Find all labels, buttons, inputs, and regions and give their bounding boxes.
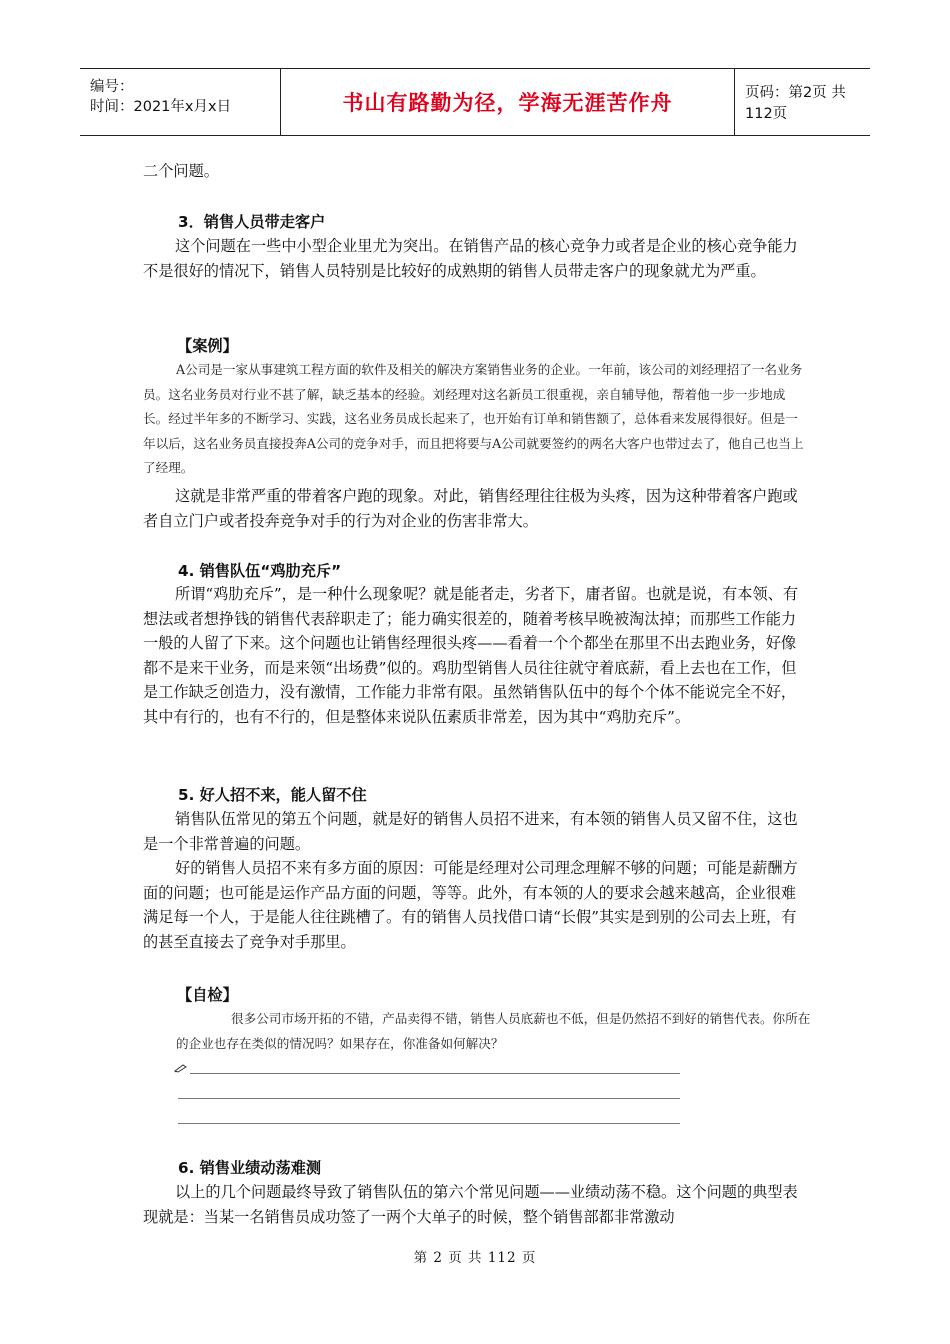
header-motto-cell xyxy=(281,69,735,135)
page-footer: 第 2 页 共 112 页 xyxy=(413,1250,537,1266)
section-3-paragraph: 这个问题在一些中小型企业里尤为突出。在销售产品的核心竞争力或者是企业的核心竞争能力不是很好的情况下，销售人员特别是比较好的成熟期的销售人员带走客户的现象就尤为严重。 xyxy=(143,237,798,280)
section-5-body xyxy=(143,807,810,954)
section-5-paragraph-2: 好的销售人员招不来有多方面的原因：可能是经理对公司理念理解不够的问题；可能是薪酬方面的问题；也可能是运作产品方面的问题，等等。此外，有本领的人的要求会越来越高，企业很难满足每一个人，于是能人往往跳槽了。有的销售人员找借口请“长假”其实是到别的公司去上班，有的甚至直接去了竞争对手那里。 xyxy=(143,859,798,951)
case-heading: 【案例】 xyxy=(177,337,238,355)
answer-line-2[interactable] xyxy=(178,1098,680,1099)
doc-date-label: 时间：2021年x月x日 xyxy=(90,99,232,115)
selfcheck-question-block xyxy=(176,1006,816,1056)
section-5-paragraph-1: 销售队伍常见的第五个问题，就是好的销售人员招不进来，有本领的销售人员又留不住，这也是一个非常普遍的问题。 xyxy=(143,810,798,853)
selfcheck-question: 很多公司市场开拓的不错，产品卖得不错，销售人员底薪也不低，但是仍然招不到好的销售代表。你所在的企业也存在类似的情况吗？如果存在，你准备如何解决？ xyxy=(176,1011,811,1051)
section-4-body xyxy=(143,582,810,729)
section-6-heading: 6. 销售业绩动荡难测 xyxy=(178,1159,322,1177)
section-6-paragraph: 以上的几个问题最终导致了销售队伍的第六个常见问题——业绩动荡不稳。这个问题的典型表现就是：当某一名销售员成功签了一两个大单子的时候，整个销售部都非常激动 xyxy=(143,1183,798,1226)
selfcheck-heading: 【自检】 xyxy=(177,986,238,1004)
pen-icon xyxy=(174,1063,188,1073)
answer-line-1[interactable] xyxy=(190,1073,680,1074)
case-text: A公司是一家从事建筑工程方面的软件及相关的解决方案销售业务的企业。一年前，该公司的刘经理招了一名业务员。这名业务员对行业不甚了解，缺乏基本的经验。刘经理对这名新员工很重视，亲自辅导他，帮着他一步一步地成长。经过半年多的不断学习、实践，这名业务员成长起来了，也开始有订单和销售额了，总体看来发展得很好。但是一年以后，这名业务员直接投奔A公司的竞争对手，而且把将要与A公司就要签约的两名大客户也带过去了，他自己也当上了经理。 xyxy=(143,362,804,475)
header-motto: 书山有路勤为径，学海无涯苦作舟 xyxy=(342,91,673,115)
case-after-body xyxy=(143,484,810,533)
case-after-paragraph: 这就是非常严重的带着客户跑的现象。对此，销售经理往往极为头疼，因为这种带着客户跑或者自立门户或者投奔竞争对手的行为对企业的伤害非常大。 xyxy=(143,487,798,530)
case-block xyxy=(143,358,810,481)
section-3-heading: 3．销售人员带走客户 xyxy=(178,213,326,231)
header-page-cell xyxy=(735,69,870,135)
section-6-body xyxy=(143,1180,810,1229)
header-info-cell xyxy=(80,69,281,135)
section-4-paragraph: 所谓“鸡肋充斥”，是一种什么现象呢？就是能者走，劣者下，庸者留。也就是说，有本领、有想法或者想挣钱的销售代表辞职走了；能力确实很差的，随着考核早晚被淘汰掉；而那些工作能力一般的人留了下来。这个问题也让销售经理很头疼——看着一个个都坐在那里不出去跑业务，好像都不是来干业务，而是来领“出场费”似的。鸡肋型销售人员往往就守着底薪，看上去也在工作，但是工作缺乏创造力，没有激情，工作能力非常有限。虽然销售队伍中的每个个体不能说完全不好，其中有行的，也有不行的，但是整体来说队伍素质非常差，因为其中“鸡肋充斥”。 xyxy=(143,585,799,726)
answer-line-3[interactable] xyxy=(178,1123,680,1124)
intro-line: 二个问题。 xyxy=(143,162,219,180)
section-4-heading: 4. 销售队伍“鸡肋充斥” xyxy=(178,562,342,580)
section-3-body xyxy=(143,234,810,283)
section-5-heading: 5. 好人招不来，能人留不住 xyxy=(178,786,367,804)
doc-number-label: 编号： xyxy=(90,79,134,95)
page-header xyxy=(80,68,870,136)
header-page-number: 页码：第2页 共112页 xyxy=(745,85,846,122)
